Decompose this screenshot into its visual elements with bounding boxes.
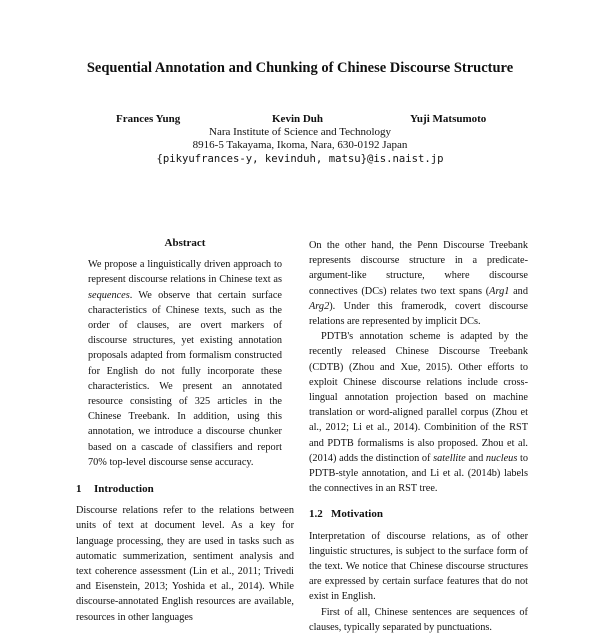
affiliation-address: 8916-5 Takayama, Ikoma, Nara, 630-0192 Japan [192,139,408,151]
motivation-paragraph-2: First of all, Chinese sentences are sequences of clauses, typically separated by punctuations. [309,606,528,633]
intro-paragraph: Discourse relations refer to the relations between units of text at document level. As a key for language processing, they are used in tasks such as automatic summerization, sentiment analysis and text coherence assessment (Lin et al., 2011; Trivedi and Eisenstein, 2013; Yoshida et al., 2014). While discourse-annotated English resources are available, resources in other languages [76,505,294,623]
right-column [309,238,528,635]
left-column [76,236,294,625]
abstract-text: We propose a linguistically driven approach to represent discourse relations in Chinese text as sequences. We observe that certain surface characteristics of Chinese texts, such as the order of clauses, are overt markers of discourse structures, yet existing annotation proposals adapted from formalism constructed for English do not fully incorporate these characteristics. We present an annotated resource consisting of 325 articles in the Chinese Treebank. In addition, using this annotation, we introduce a discourse chunker based on a cascade of classifiers and report 70% top-level discourse sense accuracy. [88,259,282,468]
author-2: Kevin Duh [272,113,324,125]
affiliation-institute: Nara Institute of Science and Technology [209,126,391,138]
section-heading-motivation: 1.2 Motivation [309,508,383,521]
author-3: Yuji Matsumoto [410,113,487,125]
motivation-paragraph-1: Interpretation of discourse relations, as of other linguistic structures, is subject to the surface form of the text. We notice that Chinese discourse structures are expressed by certain surface features that do not exist in English. [309,530,528,603]
affiliation-email: {pikyufrances-y, kevinduh, matsu}@is.naist.jp [156,153,444,165]
section-heading-introduction: 1 Introduction [76,483,154,496]
cdtb-paragraph: PDTB's annotation scheme is adapted by the recently released Chinese Discourse Treebank (CDTB) (Zhou and Xue, 2015). Other efforts to exploit Chinese discourse relations include cross-lingual annotation projection based on machine translation or word-aligned parallel corpus (Zhou et al., 2012; Li et al., 2014). Combinition of the RST and PDTB formalisms is also proposed. Zhou et al. (2014) adds the distinction of satellite and nucleus to PDTB-style annotation, and Li et al. (2014b) labels the connectives in an RST tree. [309,331,528,495]
author-1: Frances Yung [116,113,181,125]
pdtb-paragraph: On the other hand, the Penn Discourse Treebank represents discourse structure in a predicate-argument-like structure, where discourse connectives (DCs) relates two text spans (Arg1 and Arg2). Under this framerodk, covert discourse relations are represented by implicit DCs. [309,240,528,328]
paper-title: Sequential Annotation and Chunking of Chinese Discourse Structure [86,60,514,76]
abstract-heading: Abstract [164,237,206,249]
